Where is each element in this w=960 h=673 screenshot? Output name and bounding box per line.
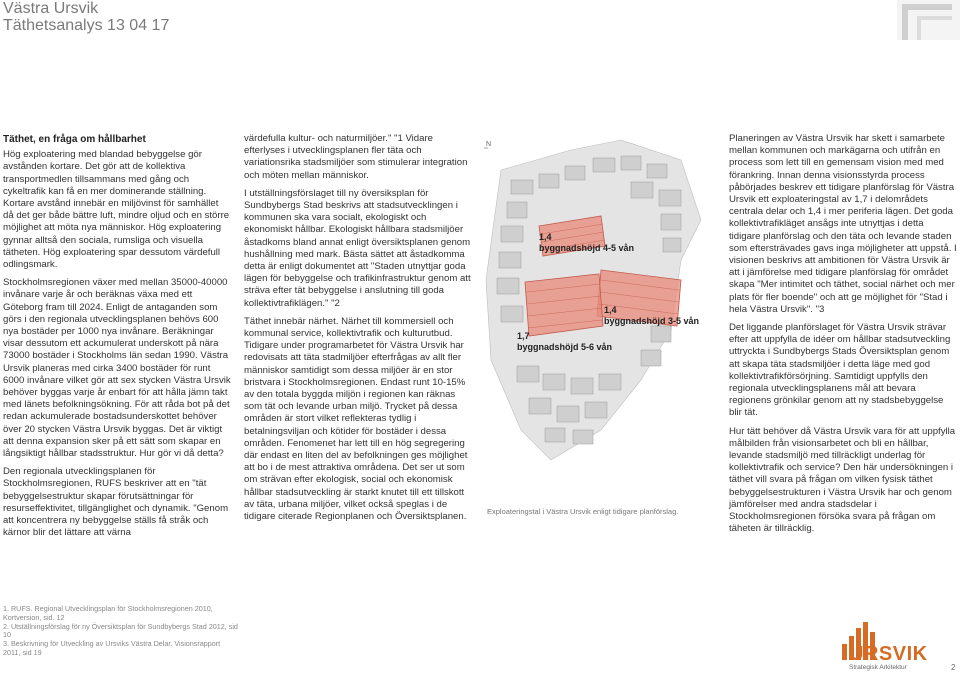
page-number: 2 <box>951 663 956 672</box>
footnote: 2. Utställningsförslag för ny Översiktsplan för Sundbybergs Stad 2012, sid 10 <box>3 621 238 640</box>
map-label-height: byggnadshöjd 3-5 vån <box>604 316 700 326</box>
footnote: 1. RUFS. Regional Utvecklingsplan för Stockholmsregionen 2010, Kortversion, sid. 12 <box>3 604 213 622</box>
brand-name: URSVIK <box>849 643 928 665</box>
map-label-ratio: 1,7 <box>517 331 530 341</box>
map-label-height: byggnadshöjd 4-5 vån <box>539 243 635 253</box>
paragraph: Hur tätt behöver då Västra Ursvik vara för att uppfylla målbilden från visionsarbetet och bli en hållbar, levande stadsmiljö med tillräckligt underlag för kollektivtrafik och service? Den här undersökningen i täthet vill svara på frågan om vilken fysisk täthet bebyggelsestrukturen i Västra Ursvik har och genom jämförelser med andra stadsdelar i Stockholmsregionen försöka svara på frågan om täheten är tillräcklig. <box>729 425 956 535</box>
page-subtitle: Täthetsanalys 13 04 17 <box>3 17 170 34</box>
paragraph: Hög exploatering med blandad bebyggelse gör avstånden kortare. Det gör att de kollektiva transportmedlen tillsammans med gång och cykeltrafik kan få en mer dominerande ställning. Kortare avstånd innebär en miljövinst för samhället då det ger både bättre luft, mindre oljud och en större möjlighet att möta nya människor. Hög exploatering gynnar alltså den sociala, rumsliga och visuella tätheten. Hög exploatering spar dessutom värdefull odlingsmark. <box>3 149 230 271</box>
paragraph: Den regionala utvecklingsplanen för Stockholmsregionen, RUFS beskriver att en "tät bebyggelsestruktur skapar förutsättningar för resurseffektivitet, tillgänglighet och dynamik. "Genom att koncentrera ny bebyggelse ställs få stråk och kärnor blir det lättare att värna <box>3 466 229 539</box>
paragraph: Täthet innebär närhet. Närhet till kommersiell och kommunal service, kollektivtrafik och kulturutbud. Tidigare under programarbetet för Västra Ursvik har redovisats att täta stadmiljöer efterfrågas av allt fler människor samtidigt som dessa miljöer är en stor bristvara i Stockholmsregionen. Endast runt 10-15% av den totala byggda miljön i regionen kan räknas som tät och levande urban miljö. Trycket på dessa områden är stort vilket reflekteras tydlig i betalningsviljan och kötider för bostäder i dessa områden. Fenomenet har lett till en hög segregering där endast en liten del av befolkningen ges möjlighet att bo i de mest attraktiva områdena. Det ser ut som om strävan efter ekologisk, social och ekonomisk hållbar stadsutveckling är starkt knutet till ett tillskott av täta, urbana miljöer, vilket också speglas i de tidigare citerade Regionplanen och Översiktsplanen. <box>244 315 468 523</box>
paragraph: I utställningsförslaget till ny översiksplan för Sundbybergs Stad beskrivs att stadsutvecklingen i kommunen ska vara socialt, ekologiskt och ekonomiskt hållbar. Ekologiskt hållbara stadsmiljöer åstadkoms bland annat enligt översiktsplanen genom hushållning med mark. Bästa sättet att åstadkomma detta är enligt dokumentet att "Staden utnyttjar goda lägen för bebyggelse och trafikinfrastruktur genom att sträva efter tät bebyggelse i anslutning till goda kollektivtrafiklägen." "2 <box>244 187 471 309</box>
corner-logo-icon <box>897 0 960 40</box>
section-heading: Täthet, en fråga om hållbarhet <box>3 134 146 145</box>
map-label-ratio: 1,4 <box>539 232 552 242</box>
north-label: N <box>486 141 492 148</box>
map-label-ratio: 1,4 <box>604 305 617 315</box>
column-right <box>729 133 957 542</box>
column-middle <box>244 133 471 529</box>
footnote: 3. Beskrivning för Utveckling av Ursviks Västra Delar. Visionsrapport 2011, sid 19 <box>3 639 221 657</box>
brand-subtitle: Strategisk Arkitektur <box>849 664 907 671</box>
map-caption: Exploateringstal i Västra Ursvik enligt tidigare planförslag. <box>487 507 679 516</box>
column-left <box>3 134 231 546</box>
map-label-height: byggnadshöjd 5-6 vån <box>517 342 613 352</box>
paragraph: Planeringen av Västra Ursvik har skett i samarbete mellan kommunen och markägarna och utifrån en process som lett till en gemensam vision med med förankring. Innan denna visionsstyrda process påbörjades beskrev ett tidigare planförslag för Västra Ursvik ett exploateringstal av 1,7 i delområdets centrala delar och 1,4 i mer periferia lägen. Det goda kollektivtrafikläget ansågs inte utnyttjas i detta tidigare planförslag och den täta och levande staden som eftersträvades gavs inga möjligheter att uppstå. I visionen beskrivs att ambitionen för Västra Ursvik är att i jämförelse med tidigare planförslag för området skapa "Mer intimitet och täthet, social närhet och mer plats för fler boende" och att ge möjlighet för "Stad i hela Västra Ursvik". "3 <box>729 133 957 315</box>
paragraph: värdefulla kultur- och naturmiljöer." "1 Vidare efterlyses i utvecklingsplanen fler täta och variationsrika stadsmiljöer som stimulerar integration och möten mellan människor. <box>244 133 468 181</box>
paragraph: Det liggande planförslaget för Västra Ursvik strävar efter att uppfylla de idéer om hållbar stadsutveckling uttryckta i Sundbybergs Stads Översiktsplan genom att skapa täta stadsmiljöer i detta läge med god kollektivtrafikförsörjning. Samtidigt uppfylls den regionala utvecklingsplanens mål att bevara regionens grönkilar genom att ny stadsbebyggelse blir tät. <box>729 322 951 419</box>
density-map <box>481 130 718 500</box>
paragraph: Stockholmsregionen växer med mellan 35000-40000 invånare varje år och beräknas växa med ett Göteborg fram till 2024. Enligt de antaganden som görs i den regionala utvecklingsplanen behövs 600 nya bostäder per 1000 nya invånare. Beräkningar visar dessutom ett ackumulerat underskott på nära 73000 bostäder i Stockholms län sedan 1990. Västra Ursvik planeras med cirka 3400 bostäder för runt 6000 invånare vilket gör att sex stycken Västra Ursvik behöver byggas varje år enbart för att hålla jämn takt med länets befolkningsökning. För att råda bot på det redan ackumulerade bostadsunderskottet behöver över 20 stycken Västra Ursvik byggas. Det är viktigt att denna expansion sker på ett sätt som skapar en långsiktigt hållbar stadsstruktur. Hur gör vi då detta? <box>3 277 231 460</box>
footnotes <box>3 605 238 658</box>
page-title: Västra Ursvik <box>3 0 99 17</box>
